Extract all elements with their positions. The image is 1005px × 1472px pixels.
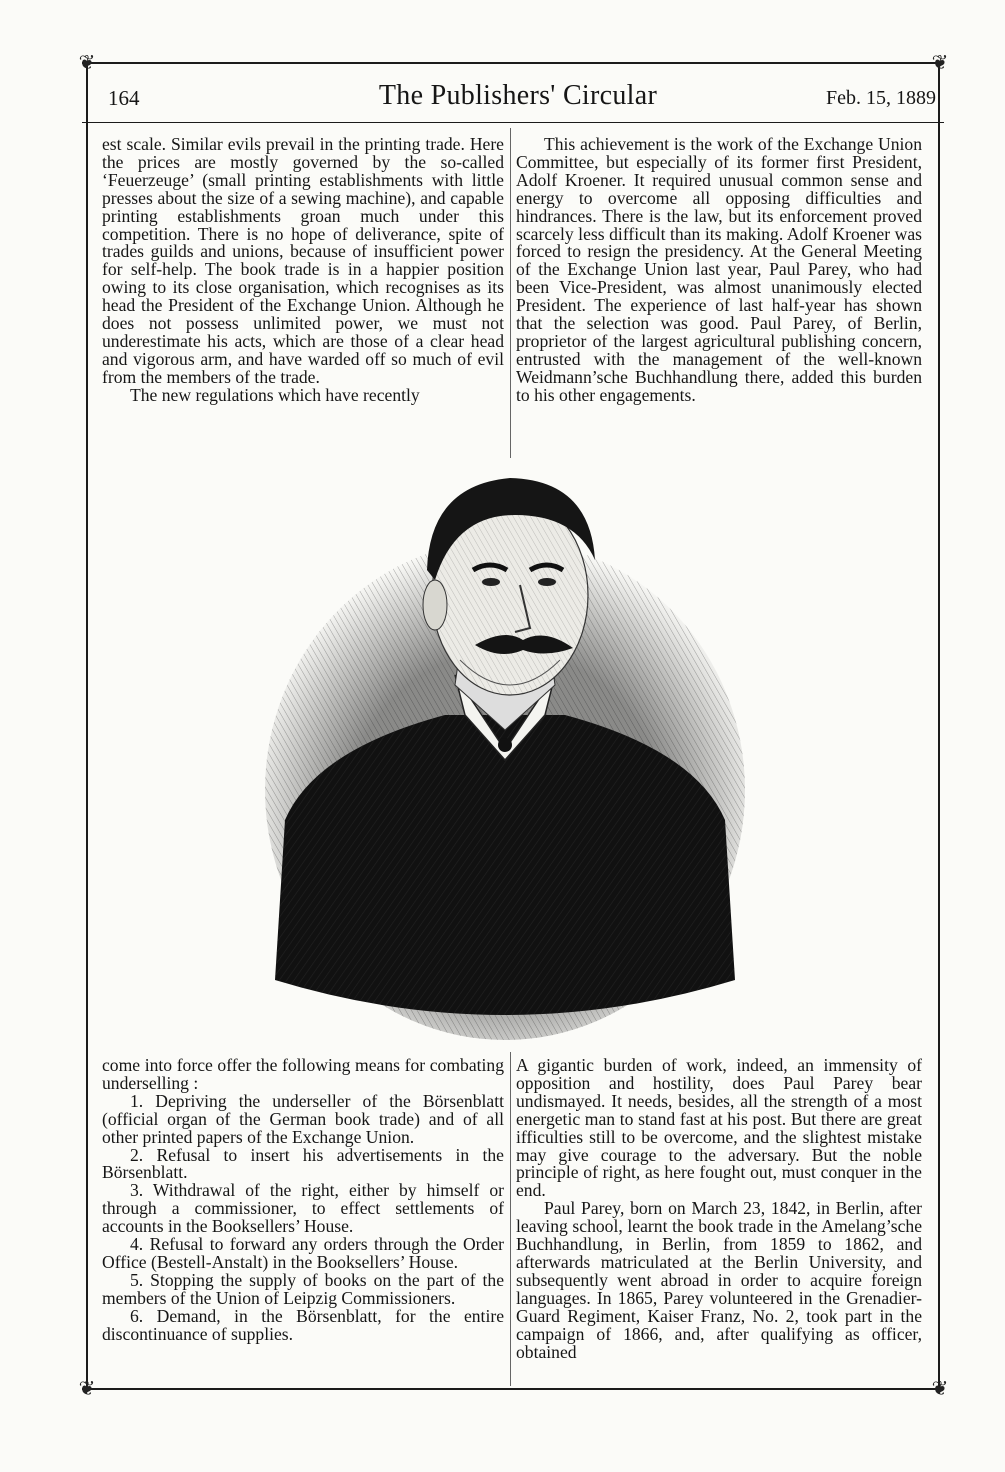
- paragraph: The new regulations which have recently: [130, 384, 420, 405]
- frame-left-rule: [86, 62, 88, 1390]
- column-left-upper: [102, 136, 504, 405]
- portrait-illustration: [255, 460, 755, 1045]
- frame-header-rule: [82, 122, 944, 123]
- ornament-icon: ❦: [931, 52, 949, 74]
- ornament-icon: ❦: [931, 1378, 949, 1400]
- column-right-lower: [516, 1057, 922, 1361]
- column-divider: [510, 128, 511, 458]
- paragraph: come into force offer the following means for combating underselling :: [102, 1055, 504, 1093]
- column-divider: [510, 1052, 511, 1386]
- frame-top-rule: [82, 62, 944, 64]
- frame-bottom-rule: [82, 1388, 944, 1390]
- paragraph: est scale. Similar evils prevail in the printing trade. Here the prices are mostly governed by the so-called ‘Feuerzeuge’ (small printing establishments with little presses about the size of a sewing machine), and capable printing establishments groan much under this competition. There is no hope of deliverance, spite of trades guilds and unions, because of insufficient power for self-help. The book trade is in a happier position owing to its close organisation, which recognises as its head the President of the Exchange Union. Although he does not possess unlimited power, we must not underestimate his acts, which are those of a clear head and vigorous arm, and have warded off so much of evil from the members of the trade.: [102, 134, 504, 387]
- column-left-lower: [102, 1057, 504, 1344]
- running-header: [100, 80, 936, 116]
- page-title: The Publishers' Circular: [378, 80, 658, 111]
- paragraph: A gigantic burden of work, indeed, an immensity of opposition and hostility, does Paul Parey bear undismayed. It needs, besides, all the strength of a most energetic man to stand fast at his post. But there are great ifficulties still to be overcome, and the slightest mistake may give courage to the adversary. But the noble principle of right, as here fought out, must conquer in the end.: [516, 1055, 922, 1201]
- list-item: 3. Withdrawal of the right, either by himself or through a commissioner, to effect settlements of accounts in the Booksellers’ House.: [102, 1180, 504, 1237]
- paragraph: This achievement is the work of the Exchange Union Committee, but especially of its former first President, Adolf Kroener. It required unusual common sense and energy to overcome all opposing difficulties and hindrances. There is the law, but its enforcement proved scarcely less difficult than its making. Adolf Kroener was forced to resign the presidency. At the General Meeting of the Exchange Union last year, Paul Parey, who had been Vice-President, was almost unanimously elected President. The experience of last half-year has shown that the selection was good. Paul Parey, of Berlin, proprietor of the largest agricultural publishing concern, entrusted with the management of the well-known Weidmann’sche Buchhandlung there, added this burden to his other engagements.: [516, 134, 922, 405]
- page-number: 164: [108, 86, 140, 110]
- list-item: 6. Demand, in the Börsenblatt, for the entire discontinuance of supplies.: [102, 1305, 504, 1344]
- list-item: 4. Refusal to forward any orders through the Order Office (Bestell-Anstalt) in the Booksellers’ House.: [102, 1234, 504, 1272]
- paragraph: Paul Parey, born on March 23, 1842, in Berlin, after leaving school, learnt the book trade in the Amelang’sche Buchhandlung, in Berlin, from 1859 to 1862, and afterwards matriculated at the Berlin University, and subsequently went abroad in order to acquire foreign languages. In 1865, Parey volunteered in the Grenadier-Guard Regiment, Kaiser Franz, No. 2, took part in the campaign of 1866, and, after qualifying as officer, obtained: [516, 1198, 922, 1362]
- issue-date: Feb. 15, 1889: [826, 87, 936, 109]
- list-item: 2. Refusal to insert his advertisements in the Börsenblatt.: [102, 1144, 504, 1183]
- list-item: 1. Depriving the underseller of the Börsenblatt (official organ of the German book trade) and of all other printed papers of the Exchange Union.: [102, 1090, 504, 1147]
- portrait-engraving: [255, 460, 755, 1045]
- list-item: 5. Stopping the supply of books on the part of the members of the Union of Leipzig Commissioners.: [102, 1269, 504, 1308]
- ornament-icon: ❦: [78, 52, 96, 74]
- ornament-icon: ❦: [78, 1378, 96, 1400]
- frame-right-rule: [938, 62, 940, 1390]
- column-right-upper: [516, 136, 922, 405]
